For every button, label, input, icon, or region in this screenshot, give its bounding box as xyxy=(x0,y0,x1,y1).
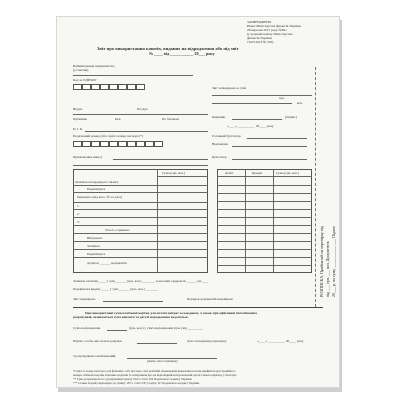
receipt-line-1: РОЗПИСКА. Прийнятий на перевірку від xyxy=(319,226,324,297)
accountant-label: Бухгалтер xyxy=(212,155,227,159)
tax-label: Податковий номер (або серія і номер паспорта*) xyxy=(73,134,143,138)
approval-line-5: фінансів України xyxy=(247,36,272,40)
approval-line-2: Наказ Міністерства фінансів України xyxy=(247,24,301,28)
report-approved-label: Звіт затверджено в сумі xyxy=(212,86,247,90)
right-sum-header: Сума (грн, коп.) xyxy=(276,171,299,175)
firstname-label: Ім'я xyxy=(115,117,121,121)
sum-received-label: Сума надходження xyxy=(73,326,101,330)
cut-line xyxy=(315,67,316,307)
org-name-sub: (установи) xyxy=(73,68,89,72)
remainder-line-1: Залишок зоплатив_____ у сумі_______ (грн., коп.) ________ за касовим ордером № ______ від ____ xyxy=(73,279,209,283)
calc-date-label: Дата складання розрахунку xyxy=(187,339,227,343)
surname-label: Прізвище xyxy=(73,117,87,121)
row-overspend-2: Перевитрата xyxy=(87,252,106,256)
remainder-line-2: Перевитрата видана _____ у сумі_______ (грн., коп.) ________ xyxy=(73,287,159,291)
report-sum-line-2[interactable] xyxy=(212,103,292,104)
receipt-line-2: від ___ грн. ___ коп. Документів xyxy=(325,241,330,297)
report-sum-line[interactable] xyxy=(212,95,312,96)
footnote-4: *** Ставка податку відповідно до пункту 167.1 статті 167 розділу IV Податкового кодексу України. xyxy=(73,381,200,385)
sum-received-right: (грн, коп.) у сумі надходження (грн.) від _________ xyxy=(129,326,204,330)
kop-label: коп. xyxy=(297,101,303,105)
bottom-para-2: розрахунків, зазначається сума виплати та дата її надходження на рахунок. xyxy=(73,315,189,319)
form-number-line: № ____ від ___________ 20___ року xyxy=(149,51,215,56)
sum-received-line[interactable] xyxy=(107,330,127,331)
docs-checked-label: Порядок документів перевірено xyxy=(187,297,234,301)
pib-line[interactable] xyxy=(85,131,208,132)
left-table-header: Сума (грн, коп.) xyxy=(162,171,185,175)
purpose-line[interactable] xyxy=(113,159,208,160)
accordingly-line[interactable] xyxy=(232,146,307,147)
dept-line[interactable] xyxy=(73,114,208,115)
footnote-1: *Серія та номер паспорта для фізичних осіб, які через свої релігійні переконання відмовляються від прийняття реєстраційного xyxy=(73,369,236,373)
acquainted-label: З розрахунком ознайомлений: xyxy=(73,354,117,358)
form-title: Звіт про використання коштів, виданих на відрядження або під звіт xyxy=(97,46,239,51)
receipt-line-3: 20___ р. на суму ___________ ___ Підпис xyxy=(331,225,336,297)
approval-line-1: ЗАТВЕРДЖЕНО xyxy=(247,20,272,24)
row-total-received: Усього отримано xyxy=(105,228,130,232)
checked-sign-line[interactable] xyxy=(103,301,163,302)
accountant-line[interactable] xyxy=(232,159,307,160)
debit-header: Дебет xyxy=(225,171,234,175)
chief-sign-line[interactable] xyxy=(247,138,307,139)
approval-line-3: 28 вересня 2015 року №841 xyxy=(247,28,287,32)
row-prev-advance: Залишок попереднього авансу xyxy=(75,180,119,184)
chief-accountant-label: Головний бухгалтер xyxy=(212,134,241,138)
approval-line-6: 16.03.2016 № 350) xyxy=(247,40,274,44)
head-label: Керівник xyxy=(212,115,226,119)
row-item-2: 2. xyxy=(77,212,80,216)
head-sign-line[interactable] xyxy=(232,119,282,120)
pib-label: П. І. Б. xyxy=(73,127,83,131)
dept-label: Відділ xyxy=(73,107,83,111)
acquainted-line[interactable] xyxy=(127,358,217,359)
approval-line-4: (у редакції наказу Міністерства xyxy=(247,32,293,36)
sign-person-line[interactable] xyxy=(137,343,177,344)
patronymic-label: По батькові xyxy=(162,117,179,121)
approval-date: «____» __________ 20____ року xyxy=(227,124,274,128)
bottom-para-1: При використанні суми платіжної картки для оплати витрат за кордоном, а також при здійсненні безготівкових xyxy=(85,311,258,315)
row-attachments: Додаток ______ документів xyxy=(87,261,127,265)
acquainted-caption: (підпис, ім'я та прізвище) xyxy=(147,360,178,363)
head-sign-caption: (підпис) xyxy=(285,115,297,119)
checked-label: Звіт перевірено xyxy=(73,297,96,301)
position-label: Посада xyxy=(137,107,148,111)
edrpou-label: Код за ЄДРПОУ xyxy=(73,78,97,82)
row-item-1: 1. xyxy=(77,204,80,208)
org-name-line[interactable] xyxy=(73,75,193,76)
org-name-label: Найменування підприємства xyxy=(73,64,115,68)
footnote-2: номера облікової картки платника податків та повідомили про це відповідний контролюючий орган і мають відмітку у паспорті. xyxy=(73,373,237,377)
form-sheet xyxy=(56,16,340,388)
sign-person-label: Підпис особи, яка склала рахунок xyxy=(73,339,122,343)
accordingly-label: Відповідно xyxy=(212,142,229,146)
purpose-label: Призначення авансу xyxy=(73,155,103,159)
uah-label: грн. xyxy=(279,96,285,100)
row-item-3: 3. xyxy=(77,220,80,224)
purpose-line-2[interactable] xyxy=(73,165,208,166)
row-received: Одержано (від кого, № та дата) xyxy=(77,195,122,199)
row-spent: Витрачено xyxy=(87,236,103,240)
calc-date-value: «____» __________ 20____ року xyxy=(257,339,304,343)
credit-header: Кредит xyxy=(252,171,263,175)
row-remainder: Залишок xyxy=(87,244,100,248)
row-overspend: Перевитрата xyxy=(87,187,106,191)
footnote-3: ** Сума розраховується з урахуванням пункту 164.5 статті 164 Податкового кодексу України. xyxy=(73,377,193,381)
